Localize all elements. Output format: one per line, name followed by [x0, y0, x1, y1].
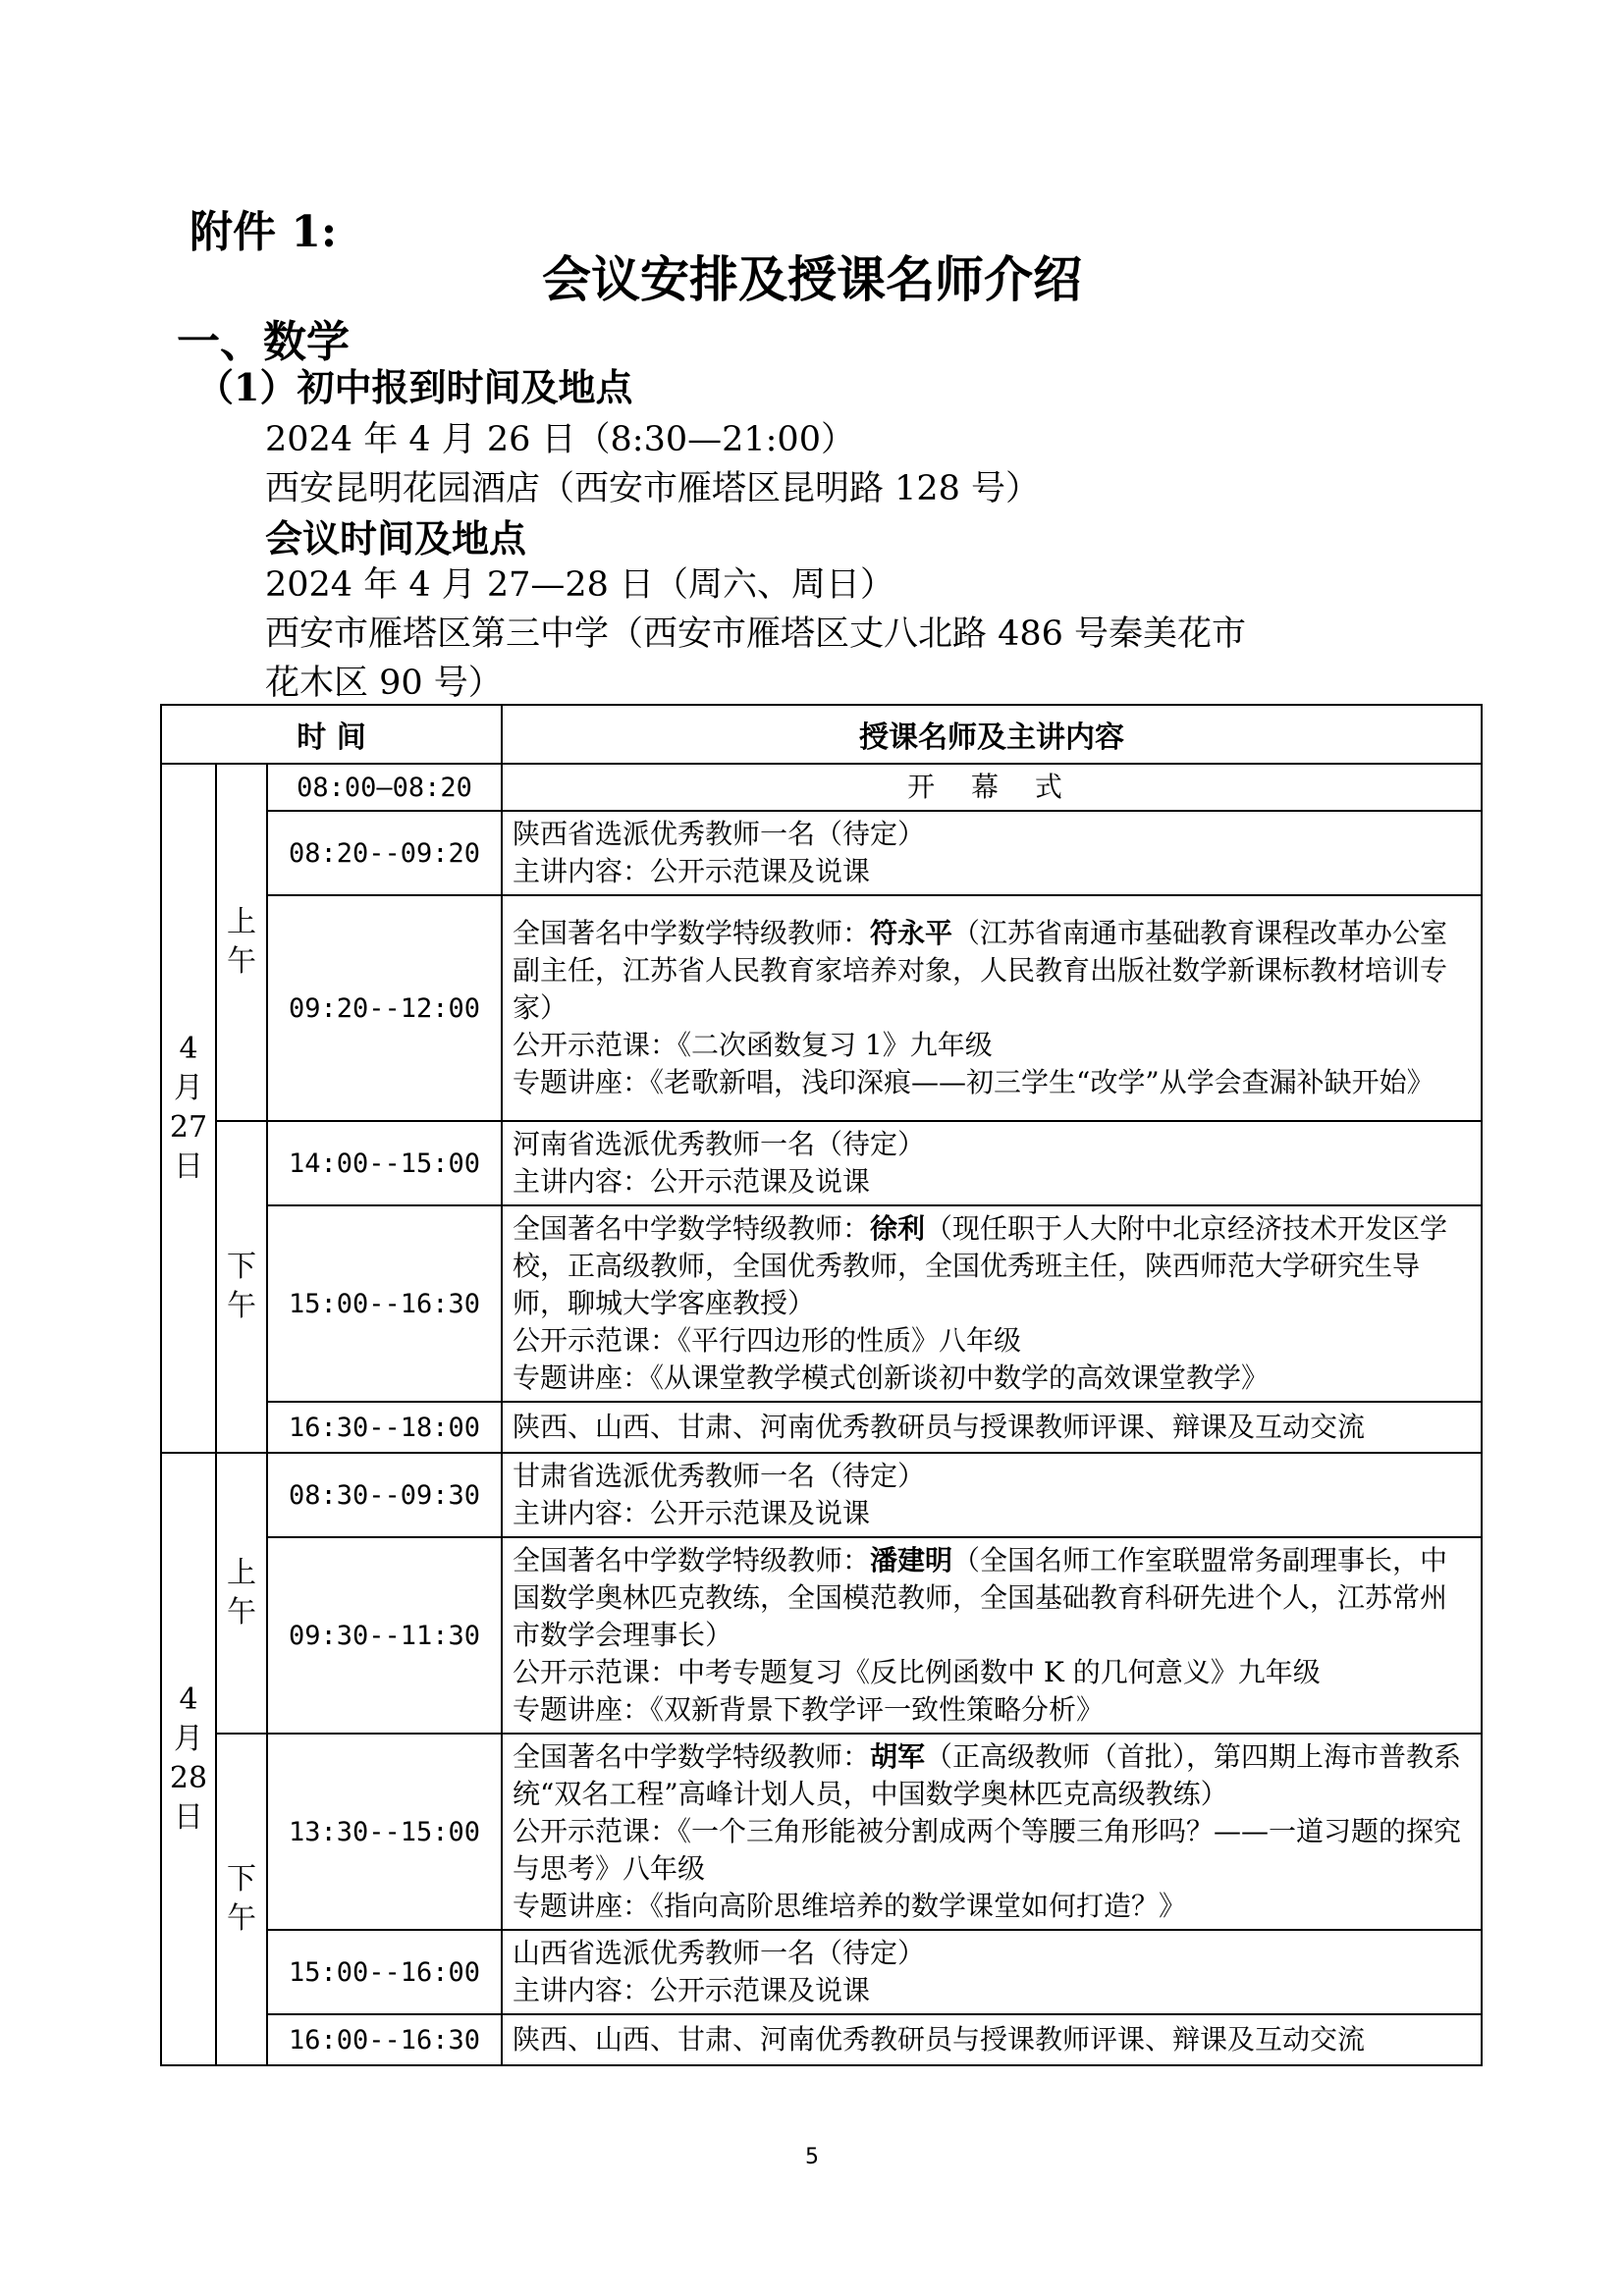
time-cell: 13:30--15:00	[267, 1734, 502, 1930]
time-cell: 09:20--12:00	[267, 895, 502, 1121]
table-row	[161, 1121, 1482, 1205]
content-cell: 全国著名中学数学特级教师：潘建明（全国名师工作室联盟常务副理事长，中国数学奥林匹克教练，全国模范教师，全国基础教育科研先进个人，江苏常州市数学会理事长） 公开示范课：中考专题复习《反比例函数中 K 的几何意义》九年级 专题讲座：《双新背景下教学评一致性策略分析》	[502, 1537, 1482, 1734]
time-cell: 14:00--15:00	[267, 1121, 502, 1205]
table-row	[161, 811, 1482, 895]
table-row	[161, 1734, 1482, 1930]
table-row	[161, 1453, 1482, 1537]
time-cell: 16:00--16:30	[267, 2014, 502, 2065]
table-row	[161, 1205, 1482, 1402]
teacher-name: 徐利	[870, 1212, 926, 1245]
page-number: 5	[805, 2145, 819, 2169]
teacher-name: 潘建明	[870, 1544, 953, 1576]
table-row	[161, 895, 1482, 1121]
meeting-heading: 会议时间及地点	[265, 516, 527, 561]
opening-ceremony: 开 幕 式	[502, 764, 1482, 811]
content-cell: 甘肃省选派优秀教师一名（待定） 主讲内容：公开示范课及说课	[502, 1453, 1482, 1537]
time-cell: 08:00—08:20	[267, 764, 502, 811]
content-cell: 全国著名中学数学特级教师：胡军（正高级教师（首批），第四期上海市普教系统“双名工程”高峰计划人员，中国数学奥林匹克高级教练） 公开示范课：《一个三角形能被分割成两个等腰三角形吗？——一道习题的探究与思考》八年级 专题讲座：《指向高阶思维培养的数学课堂如何打造？》	[502, 1734, 1482, 1930]
time-cell: 16:30--18:00	[267, 1402, 502, 1453]
table-row	[161, 1930, 1482, 2014]
content-cell: 河南省选派优秀教师一名（待定） 主讲内容：公开示范课及说课	[502, 1121, 1482, 1205]
time-cell: 15:00--16:30	[267, 1205, 502, 1402]
schedule-table	[160, 704, 1483, 2066]
content-cell: 全国著名中学数学特级教师：徐利（现任职于人大附中北京经济技术开发区学校，正高级教师，全国优秀教师，全国优秀班主任，陕西师范大学研究生导师，聊城大学客座教授） 公开示范课：《平行四边形的性质》八年级 专题讲座：《从课堂教学模式创新谈初中数学的高效课堂教学》	[502, 1205, 1482, 1402]
teacher-name: 胡军	[870, 1740, 926, 1773]
day-cell-0427: 4月27日	[161, 764, 216, 1453]
table-row	[161, 1537, 1482, 1734]
header-time: 时 间	[161, 705, 502, 764]
header-content: 授课名师及主讲内容	[502, 705, 1482, 764]
content-cell: 山西省选派优秀教师一名（待定） 主讲内容：公开示范课及说课	[502, 1930, 1482, 2014]
meeting-place-line-2: 花木区 90 号）	[265, 664, 503, 703]
content-cell: 陕西省选派优秀教师一名（待定） 主讲内容：公开示范课及说课	[502, 811, 1482, 895]
afternoon-cell: 下午	[216, 1734, 267, 2065]
table-row	[161, 764, 1482, 811]
meeting-place-line-1: 西安市雁塔区第三中学（西安市雁塔区丈八北路 486 号秦美花市	[265, 614, 1247, 654]
document-title: 会议安排及授课名师介绍	[542, 250, 1082, 308]
attachment-label: 附件 1:	[189, 207, 338, 257]
checkin-date: 2024 年 4 月 26 日（8:30—21:00）	[265, 420, 855, 459]
table-row	[161, 2014, 1482, 2065]
checkin-place: 西安昆明花园酒店（西安市雁塔区昆明路 128 号）	[265, 469, 1041, 508]
morning-cell: 上午	[216, 764, 267, 1121]
content-cell: 陕西、山西、甘肃、河南优秀教研员与授课教师评课、辩课及互动交流	[502, 2014, 1482, 2065]
time-cell: 09:30--11:30	[267, 1537, 502, 1734]
afternoon-cell: 下午	[216, 1121, 267, 1453]
day-cell-0428: 4月28日	[161, 1453, 216, 2065]
time-cell: 08:30--09:30	[267, 1453, 502, 1537]
content-cell: 陕西、山西、甘肃、河南优秀教研员与授课教师评课、辩课及互动交流	[502, 1402, 1482, 1453]
section-heading: 一、数学	[177, 317, 350, 367]
time-cell: 08:20--09:20	[267, 811, 502, 895]
teacher-name: 符永平	[870, 917, 953, 949]
meeting-date: 2024 年 4 月 27—28 日（周六、周日）	[265, 565, 895, 605]
time-cell: 15:00--16:00	[267, 1930, 502, 2014]
content-cell: 全国著名中学数学特级教师：符永平（江苏省南通市基础教育课程改革办公室副主任，江苏省人民教育家培养对象，人民教育出版社数学新课标教材培训专家） 公开示范课：《二次函数复习 1》九年级 专题讲座：《老歌新唱，浅印深痕——初三学生“改学”从学会查漏补缺开始》	[502, 895, 1482, 1121]
table-row	[161, 1402, 1482, 1453]
morning-cell: 上午	[216, 1453, 267, 1734]
table-header-row	[161, 705, 1482, 764]
subsection-heading: （1）初中报到时间及地点	[196, 365, 633, 409]
